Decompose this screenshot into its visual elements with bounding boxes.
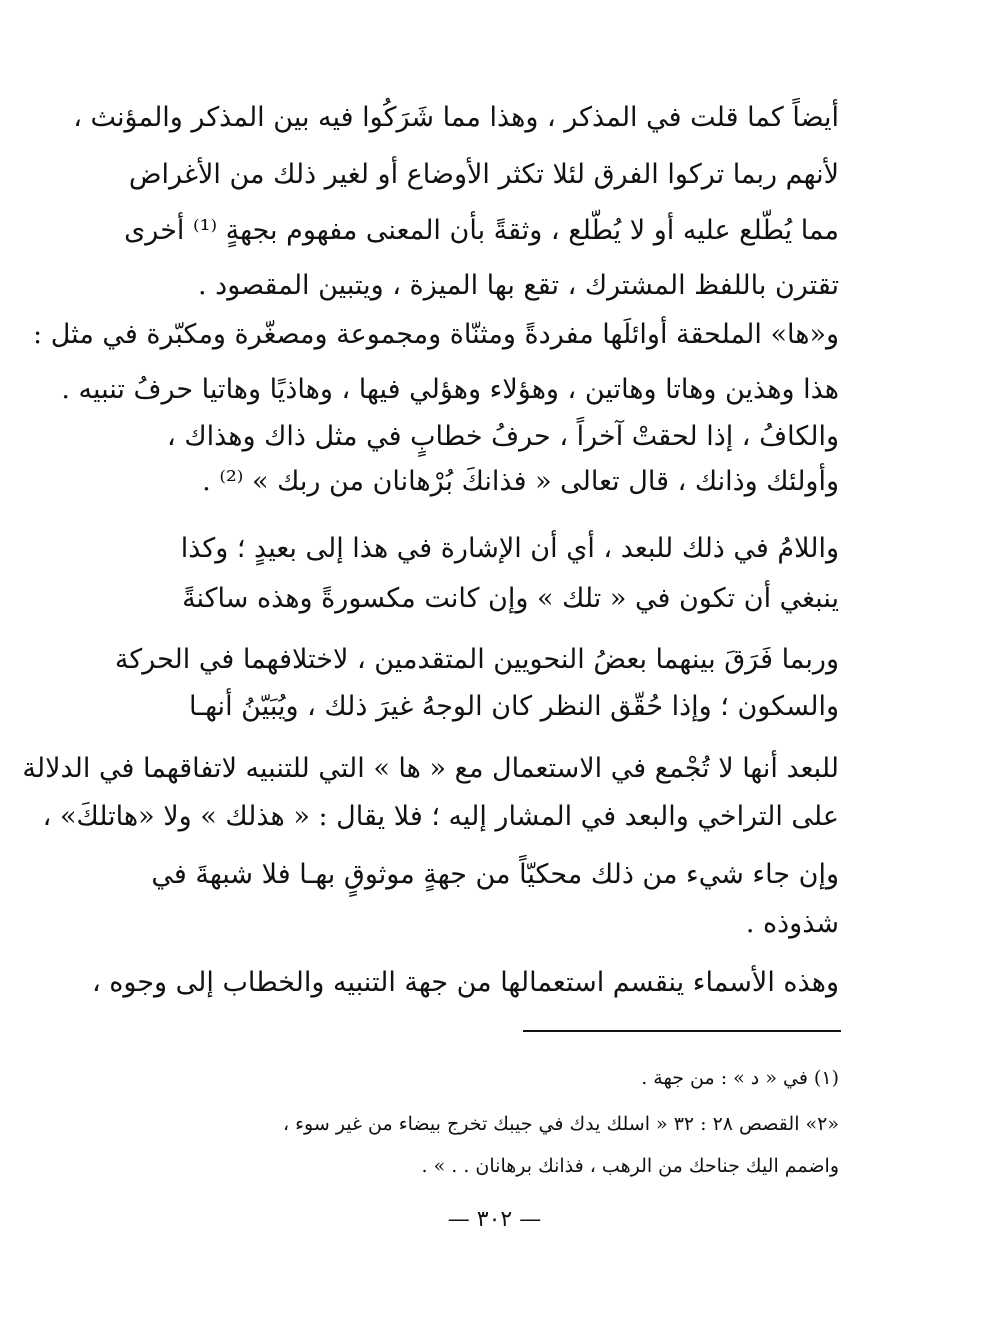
body-line-8: وأولئك وذانك ، قال تعالى « فذانكَ بُرْهانان من ربك » ⁽²⁾ . <box>202 466 839 497</box>
body-line-7: والكافُ ، إذا لحقتْ آخراً ، حرفُ خطابٍ في مثل ذاك وهذاك ، <box>167 421 839 452</box>
body-line-17: وهذه الأسماء ينقسم استعمالها من جهة التنبيه والخطاب إلى وجوه ، <box>91 967 839 998</box>
footnote-2-continued: واضمم اليك جناحك من الرهب ، فذانك برهانان . . » . <box>421 1155 839 1177</box>
page-number: — ٣٠٢ — <box>447 1207 542 1232</box>
body-line-2: لأنهم ربما تركوا الفرق لئلا تكثر الأوضاع أو لغير ذلك من الأغراض <box>128 159 839 190</box>
body-line-13: للبعد أنها لا تُجْمع في الاستعمال مع « ها » التي للتنبيه لاتفاقهما في الدلالة <box>22 753 839 784</box>
body-line-16: شذوذه . <box>745 908 839 939</box>
body-line-12: والسكون ؛ وإذا حُقّق النظر كان الوجهُ غيرَ ذلك ، ويُبَيّنُ أنهـا <box>188 691 839 722</box>
body-line-9: واللامُ في ذلك للبعد ، أي أن الإشارة في هذا إلى بعيدٍ ؛ وكذا <box>180 533 839 564</box>
footnote-separator <box>523 1030 841 1032</box>
footnote-2: «٢» القصص ٢٨ : ٣٢ « اسلك يدك في جيبك تخرج بيضاء من غير سوء ، <box>282 1113 839 1135</box>
body-line-11: وربما فَرَقَ بينهما بعضُ النحويين المتقدمين ، لاختلافهما في الحركة <box>114 644 839 675</box>
body-line-5: و«ها» الملحقة أوائلَها مفردةً ومثنّاة ومجموعة ومصغّرة ومكبّرة في مثل : <box>33 319 839 350</box>
body-line-6: هذا وهذين وهاتا وهاتين ، وهؤلاء وهؤلي فيها ، وهاذيًا وهاتيا حرفُ تنبيه . <box>61 374 839 405</box>
body-line-14: على التراخي والبعد في المشار إليه ؛ فلا يقال : « هذلك » ولا «هاتلكَ» ، <box>42 801 839 832</box>
footnote-1: (١) في « د » : من جهة . <box>641 1067 839 1089</box>
body-line-10: ينبغي أن تكون في « تلك » وإن كانت مكسورةً وهذه ساكنةً <box>182 583 839 614</box>
body-line-1: أيضاً كما قلت في المذكر ، وهذا مما شَرَكُوا فيه بين المذكر والمؤنث ، <box>73 102 839 133</box>
body-line-3: مما يُطّلع عليه أو لا يُطّلع ، وثقةً بأن المعنى مفهوم بجهةٍ ⁽¹⁾ أخرى <box>124 215 839 246</box>
body-line-4: تقترن باللفظ المشترك ، تقع بها الميزة ، ويتبين المقصود . <box>198 270 839 301</box>
body-line-15: وإن جاء شيء من ذلك محكيّاً من جهةٍ موثوقٍ بهـا فلا شبهةَ في <box>151 859 839 890</box>
